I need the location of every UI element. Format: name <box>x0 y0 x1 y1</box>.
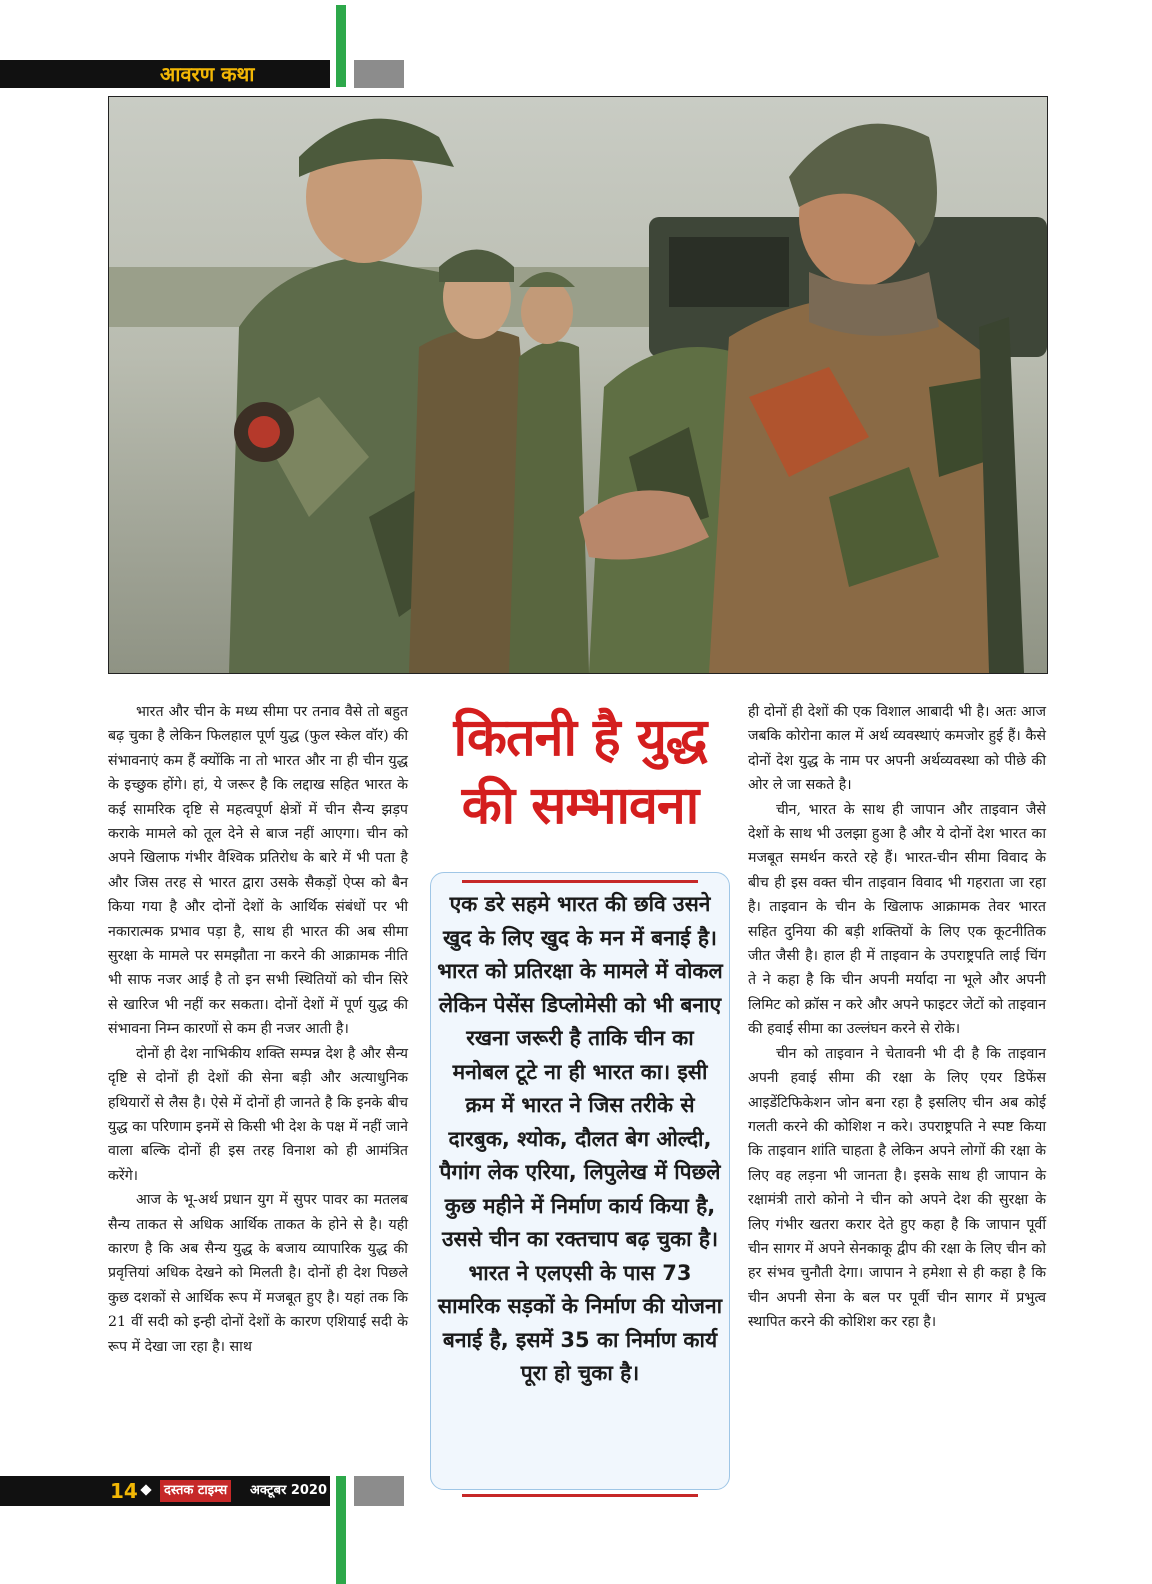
right-paragraph: चीन को ताइवान ने चेतावनी भी दी है कि ताइवान अपनी हवाई सीमा की रक्षा के लिए एयर डिफेंस आइडेंटिफिकेशन जोन बना रहा है इसलिए चीन अब कोई गलती करने की कोशिश न करे। उपराष्ट्रपति ने स्पष्ट किया कि ताइवान शांति चाहता है लेकिन अपने लोगों की रक्षा के लिए वह लड़ना भी जानता है। इसके साथ ही जापान के रक्षामंत्री तारो कोनो ने चीन को अपने देश की सुरक्षा के लिए गंभीर खतरा करार देते हुए कहा है कि जापान पूर्वी चीन सागर में अपने सेनकाकू द्वीप की रक्षा के लिए चीन को हर संभव चुनौती देगा। जापान ने हमेशा से ही कहा है कि चीन अपनी सेना के बल पर पूर्वी चीन सागर में प्रभुत्व स्थापित करने की कोशिश कर रहा है। <box>748 1045 1046 1331</box>
left-paragraph: आज के भू-अर्थ प्रधान युग में सुपर पावर का मतलब सैन्य ताकत से अधिक आर्थिक ताकत के होने से है। यही कारण है कि अब सैन्य युद्ध के बजाय व्यापारिक युद्ध की प्रवृत्तियां अधिक देखने को मिलती है। दोनों ही देश पिछले कुछ दशकों से आर्थिक रूप में मजबूत हुए है। यहां तक कि 21 वीं सदी को इन्ही दोनों देशों के कारण एशियाई सदी के रूप में देखा जा रहा है। साथ <box>108 1192 408 1355</box>
issue-date: अक्टूबर 2020 <box>250 1483 328 1498</box>
article-headline <box>430 704 730 840</box>
right-column <box>748 700 1046 1335</box>
headline-line-1: कितनी है युद्ध <box>453 708 707 768</box>
photo-illustration <box>109 97 1047 673</box>
left-column <box>108 700 408 1359</box>
pull-quote-bottom-rule <box>462 1494 698 1497</box>
soldiers-photo <box>108 96 1048 674</box>
right-paragraph: ही दोनों ही देशों की एक विशाल आबादी भी है। अतः आज जबकि कोरोना काल में अर्थ व्यवस्थाएं कमजोर हुई हैं। कैसे दोनों देश युद्ध के नाम पर अपनी अर्थव्यवस्था को पीछे की ओर ले जा सकते है। <box>748 704 1046 794</box>
pull-quote-top-rule <box>462 880 698 883</box>
header-gray-block <box>354 60 404 88</box>
page-number: 14 <box>110 1479 138 1503</box>
footer-gray-block <box>354 1476 404 1506</box>
header-green-bar <box>336 5 346 87</box>
right-paragraph: चीन, भारत के साथ ही जापान और ताइवान जैसे देशों के साथ भी उलझा हुआ है और ये दोनों देश भारत का मजबूत समर्थन करते रहे हैं। भारत-चीन सीमा विवाद के बीच ही इस वक्त चीन ताइवान विवाद भी गहराता जा रहा है। ताइवान के चीन के खिलाफ आक्रामक तेवर भारत सहित दुनिया की बड़ी शक्तियों के लिए एक कूटनीतिक जीत जैसी है। हाल ही में ताइवान के उपराष्ट्रपति लाई चिंग ते ने कहा है कि चीन अपनी मर्यादा ना भूले और अपनी लिमिट को क्रॉस न करे और अपने फाइटर जेटों को ताइवान की हवाई सीमा का उल्लंघन करने से रोके। <box>748 801 1046 1038</box>
headline-line-2: की सम्भावना <box>461 776 699 836</box>
magazine-name: दस्तक टाइम्स <box>160 1480 231 1502</box>
left-paragraph: दोनों ही देश नाभिकीय शक्ति सम्पन्न देश है और सैन्य दृष्टि से दोनों ही देशों की सेना बड़ी और अत्याधुनिक हथियारों से लैस है। ऐसे में दोनों ही जानते है कि इनके बीच युद्ध का परिणाम इनमें से किसी भी देश के पक्ष में नहीं जाने वाला बल्कि दोनों ही इस तरह विनाश को ही आमंत्रित करेंगे। <box>108 1045 408 1184</box>
footer-green-bar <box>336 1476 346 1584</box>
left-paragraph: भारत और चीन के मध्य सीमा पर तनाव वैसे तो बहुत बढ़ चुका है लेकिन फिलहाल पूर्ण युद्ध (फुल स्केल वॉर) की संभावनाएं कम हैं क्योंकि ना तो भारत और ना ही चीन युद्ध के इच्छुक होंगे। हां, ये जरूर है कि लद्दाख सहित भारत के कई सामरिक दृष्टि से महत्वपूर्ण क्षेत्रों में चीन सैन्य झड़प कराके मामले को तूल देने से बाज नहीं आएगा। चीन को अपने खिलाफ गंभीर वैश्विक प्रतिरोध के बारे में भी पता है और जिस तरह से भारत द्वारा उसके सैकड़ों ऐप्स को बैन किया गया है और दोनों देशों के आर्थिक संबंधों पर भी नकारात्मक प्रभाव पड़ा है, साथ ही भारत की अब सीमा सुरक्षा के मामले पर समझौता ना करने की आक्रामक नीति भी साफ नजर आई है तो इन सभी स्थितियों को चीन सिरे से खारिज भी नहीं कर सकता। दोनों देशों में पूर्ण युद्ध की संभावना निम्न कारणों से कम ही नजर आती है। <box>108 704 408 1038</box>
section-label: आवरण कथा <box>160 62 255 86</box>
pull-quote-text: एक डरे सहमे भारत की छवि उसने खुद के लिए खुद के मन में बनाई है। भारत को प्रतिरक्षा के मामले में वोकल लेकिन पेसेंस डिप्लोमेसी को भी बनाए रखना जरूरी है ताकि चीन का मनोबल टूटे ना ही भारत का। इसी क्रम में भारत ने जिस तरीके से दारबुक, श्योक, दौलत बेग ओल्दी, पैगांग लेक एरिया, लिपुलेख में पिछले कुछ महीने में निर्माण कार्य किया है, उससे चीन का रक्तचाप बढ़ चुका है। भारत ने एलएसी के पास 73 सामरिक सड़कों के निर्माण की योजना बनाई है, इसमें 35 का निर्माण कार्य पूरा हो चुका है। <box>437 892 723 1385</box>
